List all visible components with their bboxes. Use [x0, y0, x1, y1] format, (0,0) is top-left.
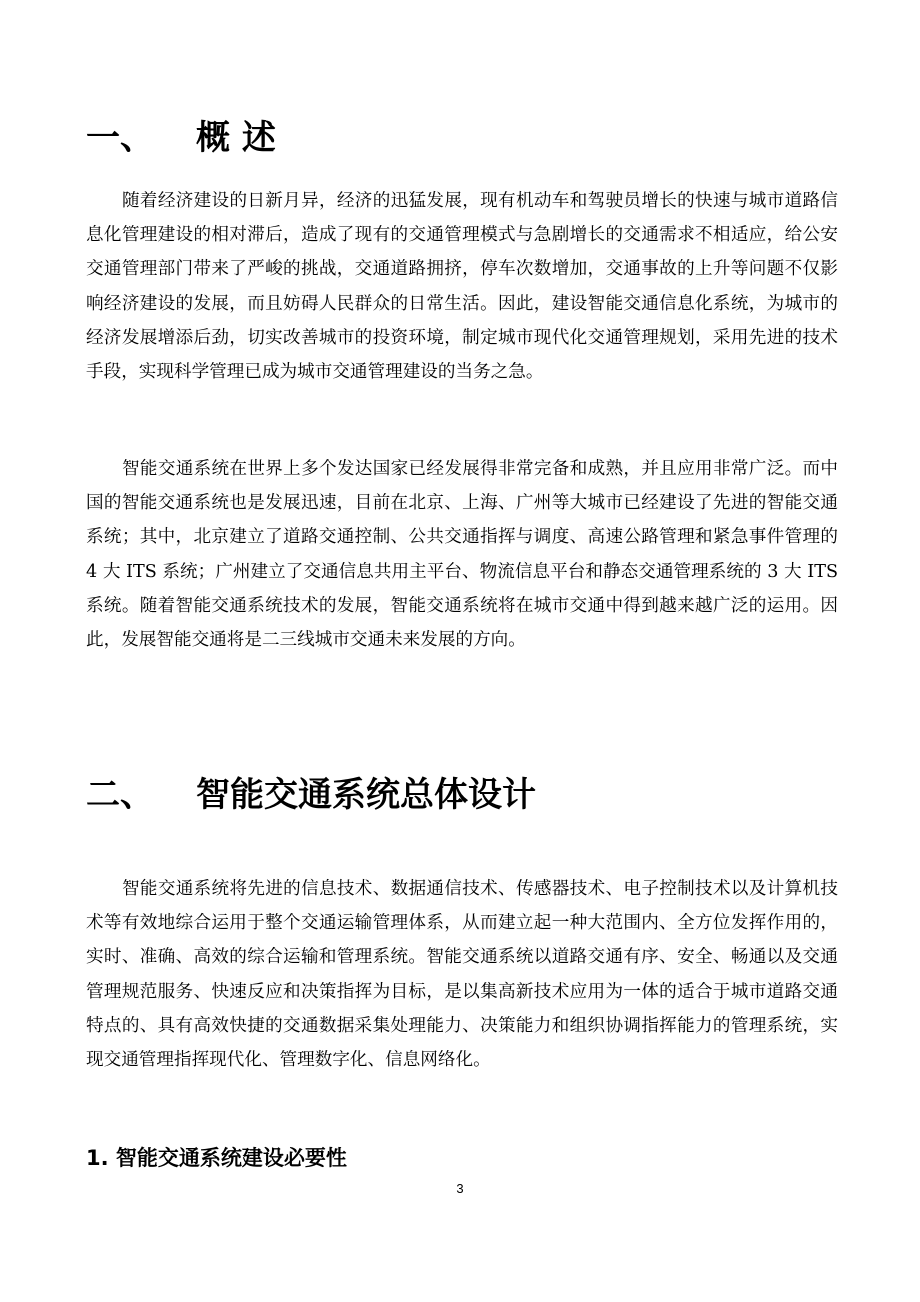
section-2-title: 智能交通系统总体设计 — [196, 775, 536, 815]
page-number: 3 — [456, 1181, 464, 1196]
section-2-paragraph-1: 智能交通系统将先进的信息技术、数据通信技术、传感器技术、电子控制技术以及计算机技术等有效地综合运用于整个交通运输管理体系，从而建立起一种大范围内、全方位发挥作用的，实时、准确、高效的综合运输和管理系统。智能交通系统以道路交通有序、安全、畅通以及交通管理规范服务、快速反应和决策指挥为目标，是以集高新技术应用为一体的适合于城市道路交通特点的、具有高效快捷的交通数据采集处理能力、决策能力和组织协调指挥能力的管理系统，实现交通管理指挥现代化、管理数字化、信息网络化。 — [86, 879, 838, 1071]
section-1-paragraph-1: 随着经济建设的日新月异，经济的迅猛发展，现有机动车和驾驶员增长的快速与城市道路信息化管理建设的相对滞后，造成了现有的交通管理模式与急剧增长的交通需求不相适应，给公安交通管理部门带来了严峻的挑战，交通道路拥挤，停车次数增加，交通事故的上升等问题不仅影响经济建设的发展，而且妨碍人民群众的日常生活。因此，建设智能交通信息化系统，为城市的经济发展增添后劲，切实改善城市的投资环境，制定城市现代化交通管理规划，采用先进的技术手段，实现科学管理已成为城市交通管理建设的当务之急。 — [86, 191, 838, 383]
section-1-paragraph-2: 智能交通系统在世界上多个发达国家已经发展得非常完备和成熟，并且应用非常广泛。而中国的智能交通系统也是发展迅速，目前在北京、上海、广州等大城市已经建设了先进的智能交通系统；其中，北京建立了道路交通控制、公共交通指挥与调度、高速公路管理和紧急事件管理的 4 大 ITS 系统；广州建立了交通信息共用主平台、物流信息平台和静态交通管理系统的 3 大 ITS 系统。随着智能交通系统技术的发展，智能交通系统将在城市交通中得到越来越广泛的运用。因此，发展智能交通将是二三线城市交通未来发展的方向。 — [86, 459, 838, 651]
section-1-number: 一、 — [86, 118, 154, 158]
section-2-heading — [86, 775, 536, 815]
subsection-heading: 1. 智能交通系统建设必要性 — [86, 1146, 347, 1170]
section-1-heading — [86, 118, 276, 158]
section-2-number: 二、 — [86, 775, 154, 815]
section-1-title: 概 述 — [196, 118, 276, 158]
